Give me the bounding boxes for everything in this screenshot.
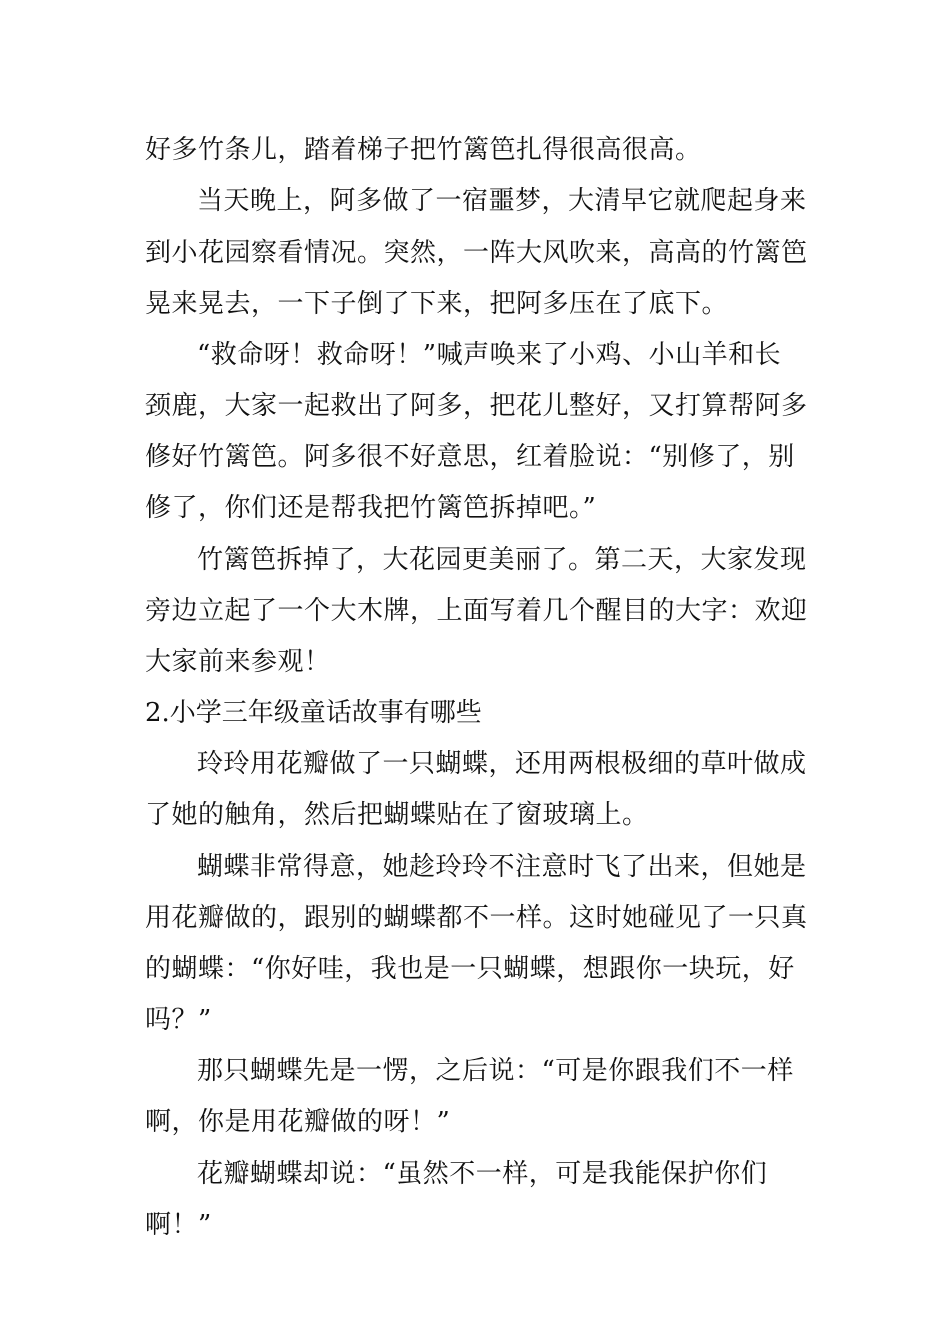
text-line: 吗？”: [145, 1005, 212, 1035]
section-heading: 2.小学三年级童话故事有哪些: [145, 698, 482, 728]
text-line: 当天晚上，阿多做了一宿噩梦，大清早它就爬起身来: [197, 186, 807, 216]
text-line: 到小花园察看情况。突然，一阵大风吹来，高高的竹篱笆: [145, 238, 808, 268]
text-line: 的蝴蝶：“你好哇，我也是一只蝴蝶，想跟你一块玩，好: [145, 954, 795, 984]
text-line: 颈鹿，大家一起救出了阿多，把花儿整好，又打算帮阿多: [145, 391, 808, 421]
text-line: 好多竹条儿，踏着梯子把竹篱笆扎得很高很高。: [145, 135, 702, 165]
text-line: 修好竹篱笆。阿多很不好意思，红着脸说：“别修了，别: [145, 442, 795, 472]
text-line: 玲玲用花瓣做了一只蝴蝶，还用两根极细的草叶做成: [197, 749, 807, 779]
text-line: 大家前来参观！: [145, 647, 331, 677]
text-line: 啊！”: [145, 1210, 212, 1240]
text-line: 用花瓣做的，跟别的蝴蝶都不一样。这时她碰见了一只真: [145, 903, 808, 933]
text-line: 竹篱笆拆掉了，大花园更美丽了。第二天，大家发现: [197, 545, 807, 575]
text-line: 晃来晃去，一下子倒了下来，把阿多压在了底下。: [145, 289, 729, 319]
text-line: 花瓣蝴蝶却说：“虽然不一样，可是我能保护你们: [197, 1159, 768, 1189]
text-line: 旁边立起了一个大木牌，上面写着几个醒目的大字：欢迎: [145, 596, 808, 626]
text-line: 啊，你是用花瓣做的呀！”: [145, 1107, 451, 1137]
text-line: 蝴蝶非常得意，她趁玲玲不注意时飞了出来，但她是: [197, 852, 807, 882]
text-line: 那只蝴蝶先是一愣，之后说：“可是你跟我们不一样: [197, 1056, 794, 1086]
text-line: 修了，你们还是帮我把竹篱笆拆掉吧。”: [145, 493, 597, 523]
text-line: “救命呀！救命呀！”喊声唤来了小鸡、小山羊和长: [197, 340, 782, 370]
text-line: 了她的触角，然后把蝴蝶贴在了窗玻璃上。: [145, 800, 649, 830]
